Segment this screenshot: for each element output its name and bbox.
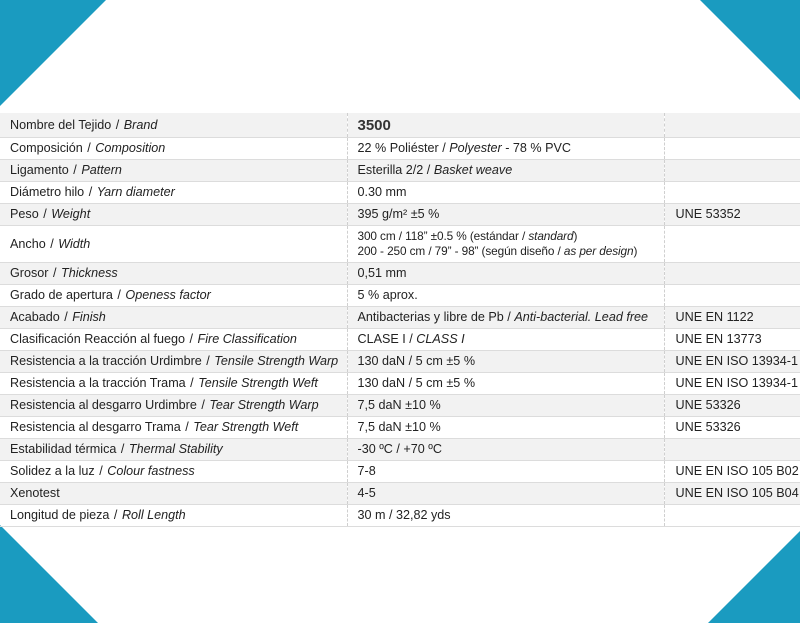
- property-value: Esterilla 2/2 / Basket weave: [347, 160, 664, 182]
- table-row: [0, 373, 800, 395]
- brand-value: 3500: [347, 113, 664, 138]
- property-label: Grosor / Thickness: [0, 263, 347, 285]
- property-value: 0.30 mm: [347, 182, 664, 204]
- norm-value: [664, 263, 800, 285]
- specification-table: [0, 113, 800, 527]
- norm-value: [664, 113, 800, 138]
- table-row: [0, 351, 800, 373]
- property-label: Composición / Composition: [0, 138, 347, 160]
- property-value: 130 daN / 5 cm ±5 %: [347, 351, 664, 373]
- table-row: [0, 461, 800, 483]
- corner-decoration-top-right: [700, 0, 800, 100]
- table-row: [0, 329, 800, 351]
- table-row: [0, 505, 800, 527]
- property-value: Antibacterias y libre de Pb / Anti-bacterial. Lead free: [347, 307, 664, 329]
- property-value: 300 cm / 118” ±0.5 % (estándar / standard) 200 - 250 cm / 79” - 98” (según diseño / as per design): [347, 226, 664, 263]
- norm-value: [664, 160, 800, 182]
- property-label: Diámetro hilo / Yarn diameter: [0, 182, 347, 204]
- corner-decoration-top-left: [0, 0, 106, 106]
- norm-value: UNE EN ISO 105 B02: [664, 461, 800, 483]
- norm-value: [664, 138, 800, 160]
- property-value: 130 daN / 5 cm ±5 %: [347, 373, 664, 395]
- corner-decoration-bottom-right: [708, 531, 800, 623]
- norm-value: [664, 439, 800, 461]
- table-row: [0, 113, 800, 138]
- norm-value: UNE EN ISO 105 B04: [664, 483, 800, 505]
- property-value: 395 g/m² ±5 %: [347, 204, 664, 226]
- table-row: [0, 226, 800, 263]
- property-label: Ligamento / Pattern: [0, 160, 347, 182]
- property-label: Solidez a la luz / Colour fastness: [0, 461, 347, 483]
- property-label: Resistencia al desgarro Trama / Tear Strength Weft: [0, 417, 347, 439]
- norm-value: UNE EN ISO 13934-1: [664, 351, 800, 373]
- norm-value: UNE 53326: [664, 395, 800, 417]
- table-row: [0, 263, 800, 285]
- property-value: 7-8: [347, 461, 664, 483]
- property-label: Longitud de pieza / Roll Length: [0, 505, 347, 527]
- norm-value: UNE EN ISO 13934-1: [664, 373, 800, 395]
- norm-value: UNE 53326: [664, 417, 800, 439]
- property-label: Grado de apertura / Openess factor: [0, 285, 347, 307]
- property-label: Xenotest: [0, 483, 347, 505]
- norm-value: [664, 505, 800, 527]
- norm-value: UNE 53352: [664, 204, 800, 226]
- property-label: Resistencia a la tracción Trama / Tensile Strength Weft: [0, 373, 347, 395]
- property-value: CLASE I / CLASS I: [347, 329, 664, 351]
- property-value: -30 ºC / +70 ºC: [347, 439, 664, 461]
- table-row: [0, 182, 800, 204]
- norm-value: UNE EN 13773: [664, 329, 800, 351]
- norm-value: [664, 182, 800, 204]
- table-row: [0, 160, 800, 182]
- property-label: Clasificación Reacción al fuego / Fire Classification: [0, 329, 347, 351]
- property-label: Nombre del Tejido / Brand: [0, 113, 347, 138]
- property-label: Acabado / Finish: [0, 307, 347, 329]
- table-row: [0, 307, 800, 329]
- norm-value: [664, 226, 800, 263]
- table-row: [0, 204, 800, 226]
- property-value: 0,51 mm: [347, 263, 664, 285]
- property-value: 4-5: [347, 483, 664, 505]
- property-label: Resistencia al desgarro Urdimbre / Tear Strength Warp: [0, 395, 347, 417]
- norm-value: [664, 285, 800, 307]
- property-value: 7,5 daN ±10 %: [347, 395, 664, 417]
- table-row: [0, 138, 800, 160]
- property-label: Ancho / Width: [0, 226, 347, 263]
- property-value: 30 m / 32,82 yds: [347, 505, 664, 527]
- property-value: 5 % aprox.: [347, 285, 664, 307]
- table-row: [0, 417, 800, 439]
- norm-value: UNE EN 1122: [664, 307, 800, 329]
- table-row: [0, 483, 800, 505]
- table-row: [0, 395, 800, 417]
- property-value: 7,5 daN ±10 %: [347, 417, 664, 439]
- table-row: [0, 285, 800, 307]
- table-row: [0, 439, 800, 461]
- property-label: Peso / Weight: [0, 204, 347, 226]
- property-label: Estabilidad térmica / Thermal Stability: [0, 439, 347, 461]
- corner-decoration-bottom-left: [0, 525, 98, 623]
- property-label: Resistencia a la tracción Urdimbre / Tensile Strength Warp: [0, 351, 347, 373]
- property-value: 22 % Poliéster / Polyester - 78 % PVC: [347, 138, 664, 160]
